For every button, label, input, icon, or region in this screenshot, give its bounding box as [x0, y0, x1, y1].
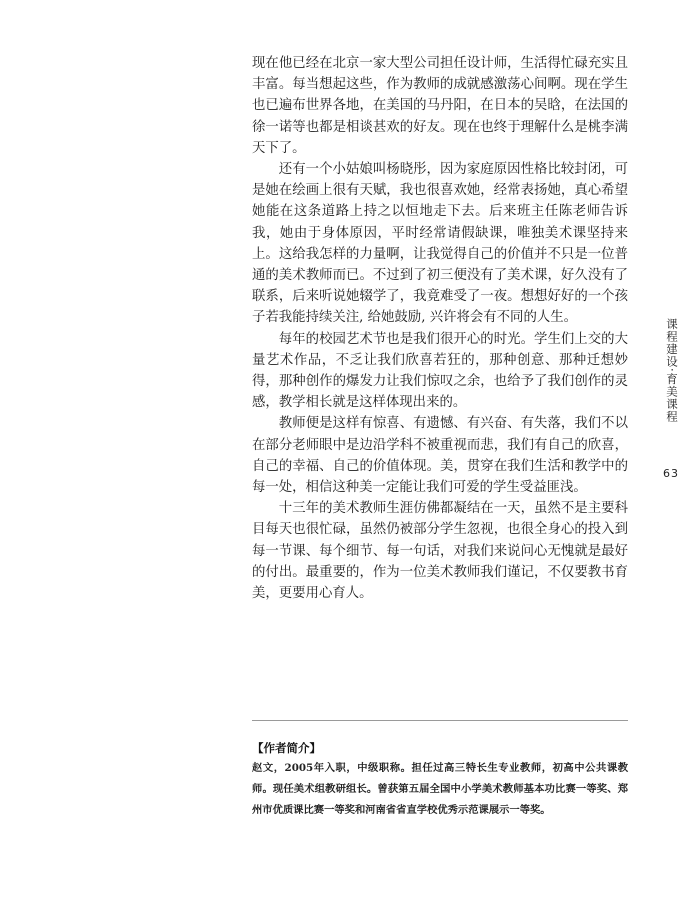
paragraph-1: 现在他已经在北京一家大型公司担任设计师，生活得忙碌充实且丰富。每当想起这些，作为教师的成就感激荡心间啊。现在学生也已遍布世界各地，在美国的马丹阳，在日本的吴晗，在法国的徐一诺等也都是相谈甚欢的好友。现在也终于理解什么是桃李满天下了。 [252, 56, 628, 156]
author-bio: 赵文，2005年入职，中级职称。担任过高三特长生专业教师，初高中公共课教师。现任美术组教研组长。曾获第五届全国中小学美术教师基本功比赛一等奖、郑州市优质课比赛一等奖和河南省省直学校优秀示范课展示一等奖。 [252, 762, 628, 816]
paragraph-2: 还有一个小姑娘叫杨晓彤，因为家庭原因性格比较封闭，可是她在绘画上很有天赋，我也很喜欢她，经常表扬她，真心希望她能在这条道路上持之以恒地走下去。后来班主任陈老师告诉我，她由于身体原因，平时经常请假缺课，唯独美术课坚持来上。这给我怎样的力量啊，让我觉得自己的价值并不只是一位普通的美术教师而已。不过到了初三便没有了美术课，好久没有了联系，后来听说她辍学了，我竟难受了一夜。想想好好的一个孩子若我能持续关注, 给她鼓励, 兴许将会有不同的人生。 [252, 162, 628, 326]
paragraph-3: 每年的校园艺术节也是我们很开心的时光。学生们上交的大量艺术作品，不乏让我们欣喜若狂的，那种创意、那种迁想妙得，那种创作的爆发力让我们惊叹之余，也给予了我们创作的灵感，教学相长就是这样体现出来的。 [252, 331, 628, 411]
section-title-vertical: 课程建设·育美课程 [665, 318, 679, 423]
paragraph-5: 十三年的美术教师生涯仿佛都凝结在一天，虽然不是主要科目每天也很忙碌，虽然仍被部分学生忽视，也很全身心的投入到每一节课、每个细节、每一句话，对我们来说问心无愧就是最好的付出。最重要的，作为一位美术教师我们谨记，不仅要教书育美，更要用心育人。 [252, 501, 628, 602]
author-heading: 【作者简介】 [252, 741, 321, 755]
paragraph-4: 教师便是这样有惊喜、有遗憾、有兴奋、有失落，我们不以在部分老师眼中是边沿学科不被重视而悲，我们有自己的欣喜，自己的幸福、自己的价值体现。美，贯穿在我们生活和教学中的每一处，相信这种美一定能让我们可爱的学生受益匪浅。 [252, 416, 628, 496]
footnote-divider [252, 720, 628, 721]
page-number: 63 [663, 467, 679, 480]
article-body [252, 53, 628, 604]
